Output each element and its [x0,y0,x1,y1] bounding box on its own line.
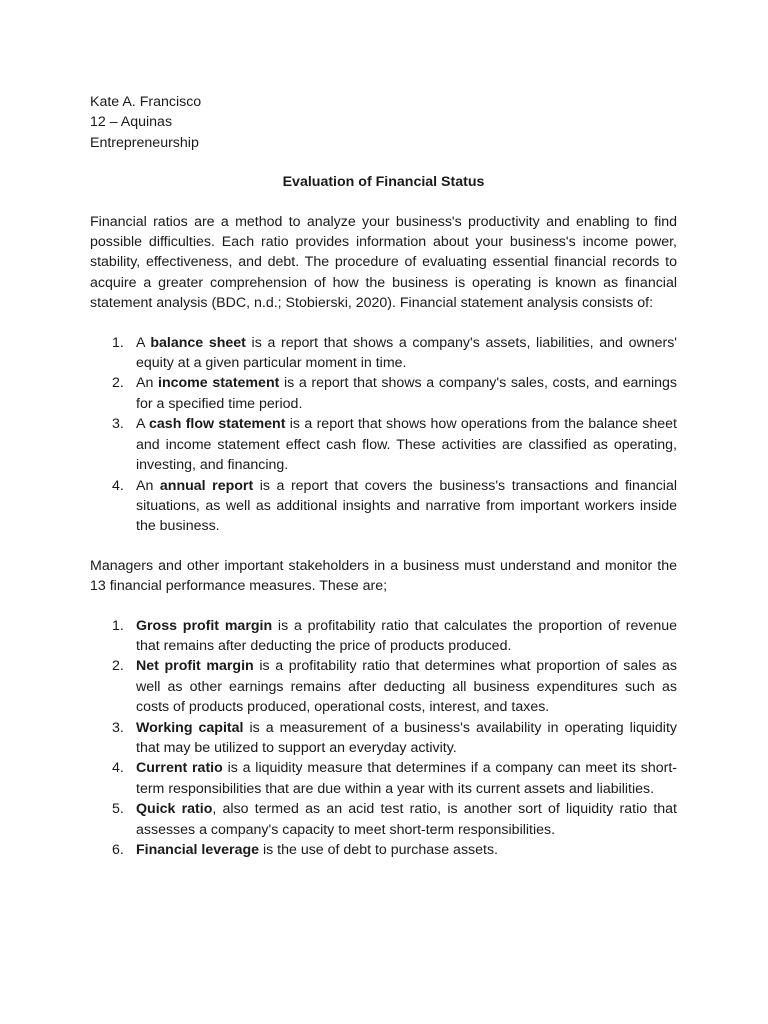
list-number: 4. [112,760,124,777]
list-item: 1. Gross profit margin is a profitability ratio that calculates the proportion of revenue that remains after deducting the price of products produced. [112,617,677,654]
intro-paragraph: Financial ratios are a method to analyze your business's productivity and enabling to find possible difficulties. Each ratio provides information about your business's income power, stability, effectiveness, and debt. The procedure of evaluating essential financial records to acquire a greater comprehension of how the business is operating is known as financial statement analysis (BDC, n.d.; Stobierski, 2020). Financial statement analysis consists of: [90,213,677,312]
list-number: 1. [112,334,124,351]
list-number: 5. [112,801,124,818]
statements-list [90,333,677,537]
term-bold: balance sheet [150,334,246,351]
list-item: 1. A balance sheet is a report that shows a company's assets, liabilities, and owners' equity at a given particular moment in time. [112,334,678,372]
author-name: Kate A. Francisco [90,94,202,110]
list-number: 3. [112,719,124,736]
term-bold: Gross profit margin [136,617,273,634]
term-bold: income statement [158,375,280,392]
list-number: 3. [112,416,124,433]
list-number: 6. [112,842,124,858]
author-section: 12 – Aquinas [90,114,173,131]
term-bold: Net profit margin [136,658,254,675]
subject-name: Entrepreneurship [90,134,199,151]
list-item: 2. An income statement is a report that shows a company's sales, costs, and earnings for a specified time period. [112,375,677,412]
list-item: 3. A cash flow statement is a report that shows how operations from the balance sheet and income statement effect cash flow. These activities are classified as operating, investing, and financing. [112,416,678,474]
term-bold: Working capital [136,719,244,736]
measures-intro-paragraph: Managers and other important stakeholders in a business must understand and monitor the 13 financial performance measures. These are; [90,557,677,595]
list-number: 2. [112,658,124,675]
term-bold: Current ratio [136,760,223,777]
term-bold: Quick ratio [136,801,213,818]
list-number: 1. [112,617,124,634]
measures-list [90,616,677,861]
list-item: 4. Current ratio is a liquidity measure that determines if a company can meet its short-term responsibilities that are due within a year with its current assets and liabilities. [112,760,677,797]
list-item: 3. Working capital is a measurement of a business's availability in operating liquidity that may be utilized to support an everyday activity. [112,719,677,756]
list-number: 4. [112,477,124,494]
document-title: Evaluation of Financial Status [282,174,485,191]
list-item: 4. An annual report is a report that covers the business's transactions and financial situations, as well as additional insights and narrative from important workers inside the business. [112,477,678,535]
list-number: 2. [112,375,124,392]
list-item: 5. Quick ratio, also termed as an acid test ratio, is another sort of liquidity ratio that assesses a company's capacity to meet short-term responsibilities. [112,801,677,838]
term-bold: cash flow statement [149,416,286,433]
term-bold: Financial leverage [136,842,260,858]
term-bold: annual report [159,477,254,494]
list-item: 6. Financial leverage is the use of debt to purchase assets. [90,840,677,860]
list-item: 2. Net profit margin is a profitability ratio that determines what proportion of sales as well as other earnings remains after deducting all business expenditures such as costs of products produced, operational costs, interest, and taxes. [112,658,677,716]
document-page [90,92,677,860]
